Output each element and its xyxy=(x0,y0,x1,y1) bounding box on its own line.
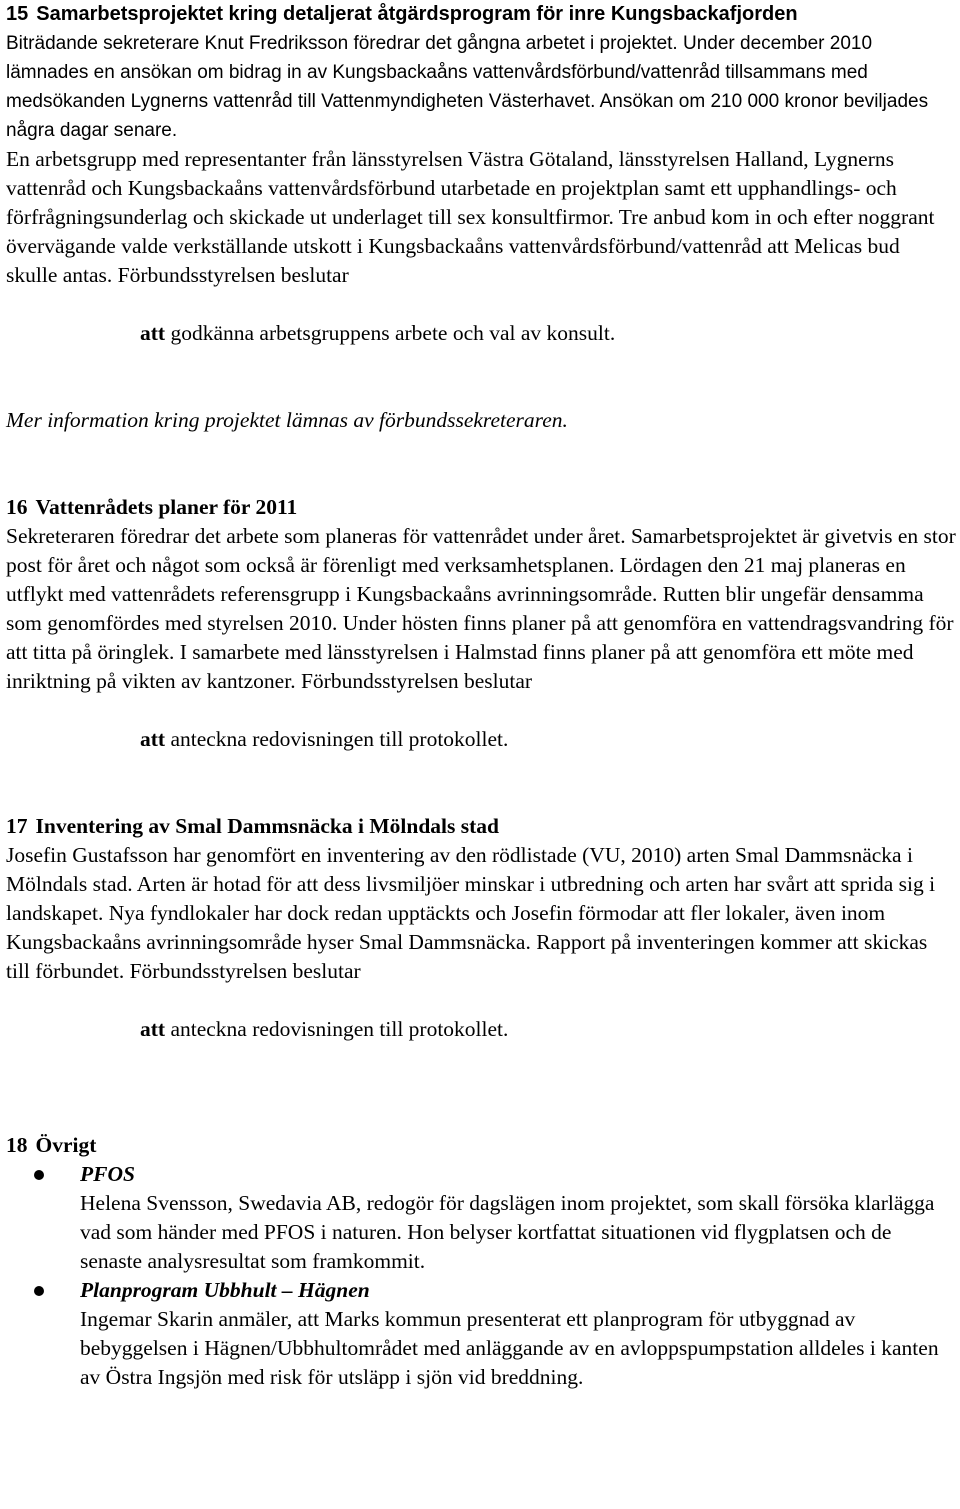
document-page xyxy=(6,0,956,1392)
bullet-icon xyxy=(34,1286,44,1296)
decision-text: anteckna redovisningen till protokollet. xyxy=(165,1017,509,1041)
decision-att: att xyxy=(140,1017,166,1041)
section-number: 15 xyxy=(6,3,29,25)
section-16-heading xyxy=(6,493,956,522)
decision-att: att xyxy=(140,321,166,345)
section-title: Samarbetsprojektet kring detaljerat åtgärdsprogram för inre Kungsbackafjorden xyxy=(36,3,798,25)
section-16-body: Sekreteraren föredrar det arbete som planeras för vattenrådet under året. Samarbetsprojektet är givetvis en stor post för året och något som också är förenligt med verksamhetsplanen. Lördagen den 21 maj planeras en utflykt med vattenrådets referensgrupp i Kungsbackaåns avrinningsområde. Rutten blir ungefär densamma som genomfördes med styrelsen 2010. Under hösten finns planer på att genomföra en vattendragsvandring för att titta på öringlek. I samarbete med länsstyrelsen i Halmstad finns planer på att genomföra ett möte med inriktning på vikten av kantzoner. Förbundsstyrelsen beslutar xyxy=(6,524,956,693)
section-17-heading xyxy=(6,812,956,841)
section-15-body: En arbetsgrupp med representanter från länsstyrelsen Västra Götaland, länsstyrelsen Halland, Lygnerns vattenråd och Kungsbackaåns vattenvårdsförbund utarbetade en projektplan samt ett upphandlings- och förfrågningsunderlag och skickade ut underlaget till sex konsultfirmor. Tre anbud kom in och efter noggrant övervägande valde verkställande utskott i Kungsbackaåns vattenvårdsförbund/vattenråd att Melicas bud skulle antas. Förbundsstyrelsen beslutar xyxy=(6,147,935,287)
section-title: Inventering av Smal Dammsnäcka i Mölndals stad xyxy=(35,814,499,838)
list-item-text: Ingemar Skarin anmäler, att Marks kommun presenterat ett planprogram för utbyggnad av bebyggelsen i Hägnen/Ubbhultområdet med anläggande av en avloppspumpstation alldeles i kanten av Östra Ingsjön med risk för utsläpp i sjön vid breddning. xyxy=(80,1307,939,1389)
section-title: Vattenrådets planer för 2011 xyxy=(35,495,298,519)
section-number: 16 xyxy=(6,495,28,519)
section-18 xyxy=(6,1131,956,1392)
list-item-title: PFOS xyxy=(80,1162,135,1186)
section-18-heading xyxy=(6,1131,956,1160)
section-17-decision xyxy=(6,1015,956,1044)
decision-text: anteckna redovisningen till protokollet. xyxy=(165,727,509,751)
section-16 xyxy=(6,493,956,754)
section-17-body: Josefin Gustafsson har genomfört en inventering av den rödlistade (VU, 2010) arten Smal Dammsnäcka i Mölndals stad. Arten är hotad för att dess livsmiljöer minskar i utbredning och arten har svårt att sprida sig i landskapet. Nya fyndlokaler har dock redan upptäckts och Josefin förmodar att fler lokaler, även inom Kungsbackaåns avrinningsområde hyser Smal Dammsnäcka. Rapport på inventeringen kommer att skickas till förbundet. Förbundsstyrelsen beslutar xyxy=(6,843,936,983)
section-16-decision xyxy=(6,725,956,754)
section-15 xyxy=(6,0,956,435)
section-number: 17 xyxy=(6,814,28,838)
list-item xyxy=(6,1276,956,1392)
decision-att: att xyxy=(140,727,166,751)
list-item-title: Planprogram Ubbhult – Hägnen xyxy=(80,1278,370,1302)
list-item-text: Helena Svensson, Swedavia AB, redogör för dagslägen inom projektet, som skall försöka klarlägga vad som händer med PFOS i naturen. Hon belyser kortfattat situationen vid flygplatsen och de senaste analysresultat som framkommit. xyxy=(80,1191,935,1273)
section-15-note: Mer information kring projektet lämnas av förbundssekreteraren. xyxy=(6,408,568,432)
section-15-decision xyxy=(6,319,956,348)
section-number: 18 xyxy=(6,1133,28,1157)
bullet-icon xyxy=(34,1170,44,1180)
decision-text: godkänna arbetsgruppens arbete och val av konsult. xyxy=(165,321,616,345)
section-18-list xyxy=(6,1160,956,1392)
section-17 xyxy=(6,812,956,1044)
section-15-intro: Biträdande sekreterare Knut Fredriksson föredrar det gångna arbetet i projektet. Under december 2010 lämnades en ansökan om bidrag in av Kungsbackaåns vattenvårdsförbund/vattenråd tillsammans med medsökanden Lygnerns vattenråd till Vattenmyndigheten Västerhavet. Ansökan om 210 000 kronor beviljades några dagar senare. xyxy=(6,33,929,141)
list-item xyxy=(6,1160,956,1276)
section-15-heading xyxy=(6,0,956,29)
section-title: Övrigt xyxy=(35,1133,97,1157)
